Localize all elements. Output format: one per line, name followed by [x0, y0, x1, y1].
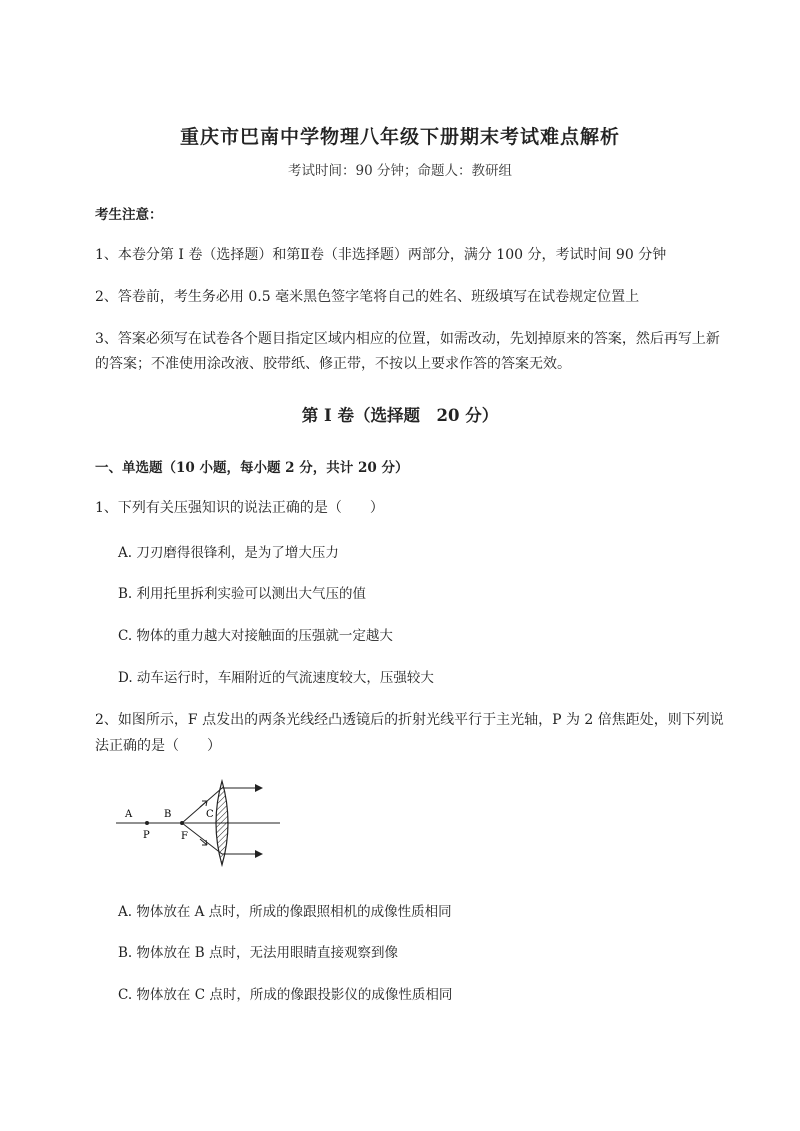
convex-lens-diagram [110, 775, 290, 870]
question-2-option-c: C. 物体放在 C 点时，所成的像跟投影仪的成像性质相同 [118, 987, 453, 1003]
point-p-dot [145, 821, 149, 825]
notice-item-3-cont: 的答案；不准使用涂改液、胶带纸、修正带，不按以上要求作答的答案无效。 [95, 356, 571, 372]
notice-item-3: 3、答案必须写在试卷各个题目指定区域内相应的位置，如需改动，先划掉原来的答案，然后再写上新 [95, 331, 720, 347]
section-title: 第 I 卷（选择题 20 分） [301, 406, 499, 425]
part-heading: 一、单选题（10 小题，每小题 2 分，共计 20 分） [95, 460, 409, 476]
label-b: B [164, 809, 172, 820]
question-2-stem-cont: 法正确的是（ ） [95, 738, 221, 754]
convex-lens [216, 781, 228, 865]
question-1-option-b: B. 利用托里拆利实验可以测出大气压的值 [118, 586, 367, 602]
exam-info: 考试时间：90 分钟；命题人：教研组 [288, 163, 512, 179]
label-a: A [125, 809, 133, 820]
notice-item-2: 2、答卷前，考生务必用 0.5 毫米黑色签字笔将自己的姓名、班级填写在试卷规定位置上 [95, 289, 640, 305]
question-1-option-d: D. 动车运行时，车厢附近的气流速度较大，压强较大 [118, 670, 434, 686]
label-f: F [181, 831, 188, 842]
question-2-option-b: B. 物体放在 B 点时，无法用眼睛直接观察到像 [118, 945, 399, 961]
question-1-stem: 1、下列有关压强知识的说法正确的是（ ） [95, 500, 384, 516]
point-f-dot [180, 821, 184, 825]
question-2-stem: 2、如图所示，F 点发出的两条光线经凸透镜后的折射光线平行于主光轴，P 为 2 倍焦距处，则下列说 [95, 712, 724, 728]
question-1-option-a: A. 刀刃磨得很锋利，是为了增大压力 [118, 545, 339, 561]
notice-heading: 考生注意： [95, 207, 163, 223]
question-1-option-c: C. 物体的重力越大对接触面的压强就一定越大 [118, 628, 393, 644]
label-c: C [206, 809, 214, 820]
question-2-option-a: A. 物体放在 A 点时，所成的像跟照相机的成像性质相同 [118, 904, 452, 920]
notice-item-1: 1、本卷分第 I 卷（选择题）和第Ⅱ卷（非选择题）两部分，满分 100 分，考试时间 90 分钟 [95, 247, 667, 263]
page-title: 重庆市巴南中学物理八年级下册期末考试难点解析 [179, 126, 620, 148]
label-p: P [143, 830, 150, 841]
